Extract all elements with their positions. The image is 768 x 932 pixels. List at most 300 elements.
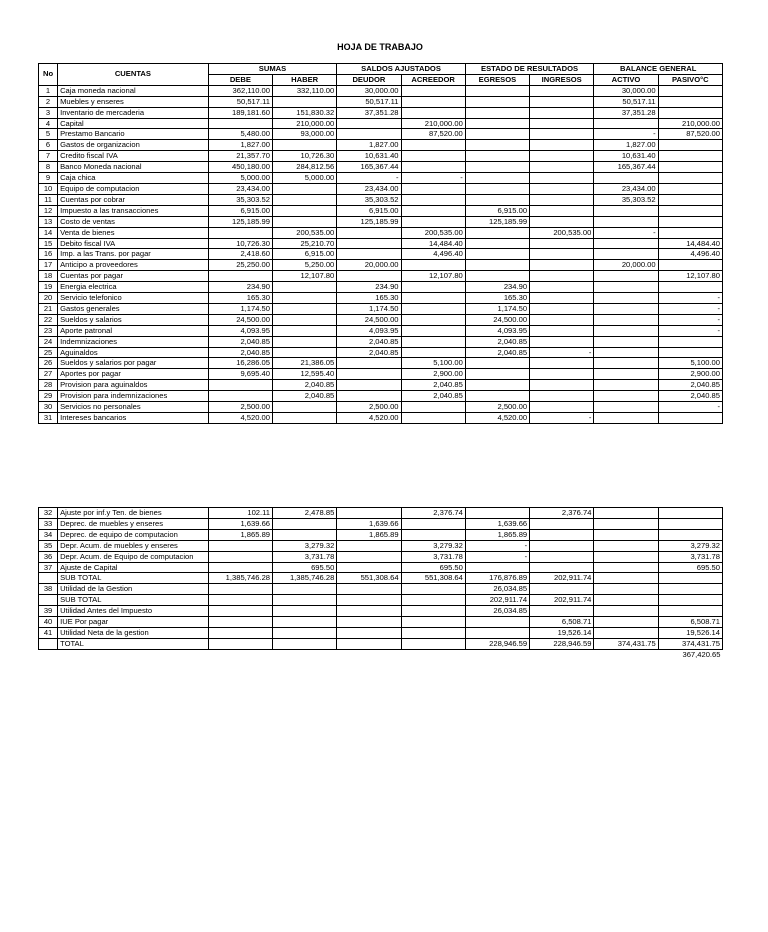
header-egresos: EGRESOS bbox=[465, 74, 529, 85]
amount-cell: 24,500.00 bbox=[337, 314, 401, 325]
amount-cell bbox=[658, 96, 722, 107]
header-cuentas: CUENTAS bbox=[58, 64, 209, 86]
amount-cell bbox=[401, 402, 465, 413]
amount-cell: 2,040.85 bbox=[208, 336, 272, 347]
table-row bbox=[39, 151, 723, 162]
header-debe: DEBE bbox=[208, 74, 272, 85]
account-number: 7 bbox=[39, 151, 58, 162]
amount-cell bbox=[465, 227, 529, 238]
amount-cell: 37,351.28 bbox=[594, 107, 658, 118]
amount-cell bbox=[658, 194, 722, 205]
account-number: 6 bbox=[39, 140, 58, 151]
amount-cell bbox=[401, 260, 465, 271]
amount-cell: 35,303.52 bbox=[594, 194, 658, 205]
amount-cell: 12,595.40 bbox=[273, 369, 337, 380]
account-name: Deprec. de equipo de computacion bbox=[58, 529, 209, 540]
amount-cell bbox=[658, 107, 722, 118]
amount-cell: 21,357.70 bbox=[208, 151, 272, 162]
amount-cell: 4,093.95 bbox=[208, 325, 272, 336]
amount-cell: 2,040.85 bbox=[465, 336, 529, 347]
amount-cell bbox=[658, 260, 722, 271]
amount-cell: 2,040.85 bbox=[337, 347, 401, 358]
amount-cell: 87,520.00 bbox=[401, 129, 465, 140]
amount-cell bbox=[337, 380, 401, 391]
amount-cell bbox=[273, 96, 337, 107]
amount-cell: 1,865.89 bbox=[208, 529, 272, 540]
table-row bbox=[39, 369, 723, 380]
table-row bbox=[39, 584, 723, 595]
table-row bbox=[39, 314, 723, 325]
amount-cell bbox=[594, 413, 658, 424]
amount-cell bbox=[594, 551, 658, 562]
amount-cell: - bbox=[465, 540, 529, 551]
amount-cell: 9,695.40 bbox=[208, 369, 272, 380]
table-row bbox=[39, 402, 723, 413]
amount-cell bbox=[337, 508, 401, 519]
account-name: Inventario de mercaderia bbox=[58, 107, 209, 118]
amount-cell bbox=[658, 151, 722, 162]
amount-cell: - bbox=[530, 413, 594, 424]
amount-cell bbox=[401, 617, 465, 628]
amount-cell: 200,535.00 bbox=[273, 227, 337, 238]
amount-cell bbox=[594, 508, 658, 519]
empty-cell bbox=[401, 649, 465, 659]
amount-cell: 2,040.85 bbox=[337, 336, 401, 347]
account-name: Muebles y enseres bbox=[58, 96, 209, 107]
amount-cell bbox=[530, 540, 594, 551]
amount-cell bbox=[401, 347, 465, 358]
amount-cell bbox=[658, 529, 722, 540]
amount-cell: 50,517.11 bbox=[337, 96, 401, 107]
account-name: Caja moneda nacional bbox=[58, 85, 209, 96]
account-number: 11 bbox=[39, 194, 58, 205]
amount-cell bbox=[337, 617, 401, 628]
amount-cell bbox=[337, 358, 401, 369]
amount-cell: 2,376.74 bbox=[530, 508, 594, 519]
amount-cell bbox=[273, 606, 337, 617]
amount-cell: 5,000.00 bbox=[273, 173, 337, 184]
table-row bbox=[39, 260, 723, 271]
account-name: Deprec. de muebles y enseres bbox=[58, 518, 209, 529]
amount-cell: 210,000.00 bbox=[273, 118, 337, 129]
account-name: Provision para aguinaldos bbox=[58, 380, 209, 391]
header-no: No bbox=[39, 64, 58, 86]
amount-cell bbox=[658, 413, 722, 424]
amount-cell: 50,517.11 bbox=[208, 96, 272, 107]
account-number: 4 bbox=[39, 118, 58, 129]
amount-cell: 35,303.52 bbox=[337, 194, 401, 205]
amount-cell: 450,180.00 bbox=[208, 162, 272, 173]
amount-cell bbox=[465, 238, 529, 249]
amount-cell: - bbox=[401, 173, 465, 184]
amount-cell: 1,174.50 bbox=[465, 303, 529, 314]
account-name: Cuentas por pagar bbox=[58, 271, 209, 282]
header-haber: HABER bbox=[273, 74, 337, 85]
amount-cell bbox=[401, 584, 465, 595]
amount-cell bbox=[594, 391, 658, 402]
amount-cell bbox=[530, 129, 594, 140]
header-row-groups bbox=[39, 64, 723, 75]
amount-cell bbox=[530, 518, 594, 529]
amount-cell: 4,093.95 bbox=[465, 325, 529, 336]
amount-cell bbox=[401, 96, 465, 107]
empty-cell bbox=[58, 649, 209, 659]
amount-cell: - bbox=[658, 303, 722, 314]
amount-cell bbox=[401, 205, 465, 216]
amount-cell: 2,478.85 bbox=[273, 508, 337, 519]
amount-cell bbox=[530, 551, 594, 562]
worksheet-table-bottom bbox=[38, 507, 723, 660]
amount-cell bbox=[337, 369, 401, 380]
amount-cell bbox=[594, 249, 658, 260]
amount-cell bbox=[658, 173, 722, 184]
amount-cell bbox=[465, 271, 529, 282]
amount-cell: 4,093.95 bbox=[337, 325, 401, 336]
amount-cell: 3,279.32 bbox=[273, 540, 337, 551]
account-number bbox=[39, 595, 58, 606]
amount-cell bbox=[594, 216, 658, 227]
account-number: 12 bbox=[39, 205, 58, 216]
account-number: 25 bbox=[39, 347, 58, 358]
header-pasivo: PASIVO°C bbox=[658, 74, 722, 85]
account-number: 24 bbox=[39, 336, 58, 347]
amount-cell: 14,484.40 bbox=[658, 238, 722, 249]
amount-cell: 87,520.00 bbox=[658, 129, 722, 140]
amount-cell bbox=[273, 336, 337, 347]
account-name: Cuentas por cobrar bbox=[58, 194, 209, 205]
table-row bbox=[39, 627, 723, 638]
amount-cell: 12,107.80 bbox=[658, 271, 722, 282]
amount-cell bbox=[530, 205, 594, 216]
amount-cell bbox=[465, 391, 529, 402]
amount-cell: 5,480.00 bbox=[208, 129, 272, 140]
amount-cell bbox=[465, 380, 529, 391]
amount-cell bbox=[401, 282, 465, 293]
account-number: 19 bbox=[39, 282, 58, 293]
amount-cell bbox=[594, 303, 658, 314]
amount-cell bbox=[337, 595, 401, 606]
amount-cell bbox=[594, 173, 658, 184]
amount-cell bbox=[658, 584, 722, 595]
amount-cell: 165.30 bbox=[465, 293, 529, 304]
amount-cell bbox=[530, 271, 594, 282]
table-row bbox=[39, 518, 723, 529]
account-name: Depr. Acum. de muebles y enseres bbox=[58, 540, 209, 551]
account-number bbox=[39, 573, 58, 584]
amount-cell: 189,181.60 bbox=[208, 107, 272, 118]
amount-cell: 695.50 bbox=[273, 562, 337, 573]
account-number: 29 bbox=[39, 391, 58, 402]
amount-cell: 5,100.00 bbox=[401, 358, 465, 369]
table-row bbox=[39, 118, 723, 129]
amount-cell bbox=[401, 140, 465, 151]
amount-cell: 3,731.78 bbox=[273, 551, 337, 562]
amount-cell bbox=[658, 518, 722, 529]
amount-cell bbox=[273, 205, 337, 216]
amount-cell bbox=[273, 584, 337, 595]
account-name: Utilidad Antes del Impuesto bbox=[58, 606, 209, 617]
amount-cell: 2,500.00 bbox=[208, 402, 272, 413]
amount-cell bbox=[530, 96, 594, 107]
amount-cell bbox=[337, 249, 401, 260]
table-row bbox=[39, 205, 723, 216]
account-name: Utilidad de la Gestion bbox=[58, 584, 209, 595]
empty-cell bbox=[208, 649, 272, 659]
amount-cell bbox=[401, 325, 465, 336]
amount-cell bbox=[401, 518, 465, 529]
amount-cell bbox=[465, 562, 529, 573]
amount-cell bbox=[594, 584, 658, 595]
amount-cell: - bbox=[465, 551, 529, 562]
amount-cell bbox=[465, 183, 529, 194]
amount-cell bbox=[208, 391, 272, 402]
amount-cell bbox=[337, 638, 401, 649]
amount-cell: 332,110.00 bbox=[273, 85, 337, 96]
table-row bbox=[39, 238, 723, 249]
amount-cell bbox=[530, 293, 594, 304]
amount-cell: 1,865.89 bbox=[465, 529, 529, 540]
account-name: Gastos de organizacion bbox=[58, 140, 209, 151]
account-name: Provision para indemnizaciones bbox=[58, 391, 209, 402]
amount-cell: 4,496.40 bbox=[401, 249, 465, 260]
amount-cell: 374,431.75 bbox=[594, 638, 658, 649]
amount-cell bbox=[594, 271, 658, 282]
table-row bbox=[39, 183, 723, 194]
amount-cell bbox=[273, 529, 337, 540]
amount-cell bbox=[401, 194, 465, 205]
amount-cell: 6,508.71 bbox=[530, 617, 594, 628]
worksheet-table-top bbox=[38, 63, 723, 424]
amount-cell bbox=[208, 551, 272, 562]
account-number: 37 bbox=[39, 562, 58, 573]
amount-cell bbox=[530, 303, 594, 314]
table-row bbox=[39, 293, 723, 304]
amount-cell bbox=[530, 162, 594, 173]
amount-cell bbox=[594, 238, 658, 249]
amount-cell bbox=[337, 540, 401, 551]
amount-cell: 24,500.00 bbox=[208, 314, 272, 325]
account-number: 21 bbox=[39, 303, 58, 314]
amount-cell: 551,308.64 bbox=[401, 573, 465, 584]
amount-cell: 234.90 bbox=[337, 282, 401, 293]
amount-cell bbox=[465, 162, 529, 173]
amount-cell: 19,526.14 bbox=[530, 627, 594, 638]
amount-cell bbox=[530, 402, 594, 413]
amount-cell bbox=[465, 151, 529, 162]
amount-cell bbox=[208, 380, 272, 391]
amount-cell bbox=[273, 314, 337, 325]
table-row bbox=[39, 162, 723, 173]
account-number: 13 bbox=[39, 216, 58, 227]
amount-cell bbox=[401, 303, 465, 314]
amount-cell: 6,915.00 bbox=[337, 205, 401, 216]
empty-cell bbox=[594, 649, 658, 659]
account-name: Depr. Acum. de Equipo de computacion bbox=[58, 551, 209, 562]
amount-cell: 165,367.44 bbox=[594, 162, 658, 173]
amount-cell bbox=[530, 369, 594, 380]
amount-cell bbox=[594, 573, 658, 584]
amount-cell bbox=[401, 162, 465, 173]
amount-cell: 23,434.00 bbox=[337, 183, 401, 194]
amount-cell bbox=[594, 617, 658, 628]
amount-cell bbox=[658, 347, 722, 358]
amount-cell: 200,535.00 bbox=[401, 227, 465, 238]
extra-total-value: 367,420.65 bbox=[682, 649, 721, 659]
table-row bbox=[39, 562, 723, 573]
amount-cell: 35,303.52 bbox=[208, 194, 272, 205]
amount-cell: 37,351.28 bbox=[337, 107, 401, 118]
amount-cell: 2,040.85 bbox=[401, 380, 465, 391]
amount-cell bbox=[594, 529, 658, 540]
account-number: 35 bbox=[39, 540, 58, 551]
amount-cell bbox=[594, 205, 658, 216]
amount-cell: 234.90 bbox=[208, 282, 272, 293]
amount-cell bbox=[658, 140, 722, 151]
amount-cell bbox=[530, 529, 594, 540]
amount-cell: 1,639.66 bbox=[465, 518, 529, 529]
account-name: Servicio telefonico bbox=[58, 293, 209, 304]
amount-cell: 165.30 bbox=[208, 293, 272, 304]
account-name: Equipo de computacion bbox=[58, 183, 209, 194]
amount-cell: 12,107.80 bbox=[273, 271, 337, 282]
amount-cell: 24,500.00 bbox=[465, 314, 529, 325]
amount-cell: - bbox=[337, 173, 401, 184]
amount-cell bbox=[208, 271, 272, 282]
amount-cell bbox=[401, 336, 465, 347]
account-number: 38 bbox=[39, 584, 58, 595]
account-name: Energia electrica bbox=[58, 282, 209, 293]
amount-cell bbox=[530, 107, 594, 118]
amount-cell bbox=[465, 194, 529, 205]
header-ingresos: INGRESOS bbox=[530, 74, 594, 85]
amount-cell bbox=[208, 606, 272, 617]
account-number bbox=[39, 638, 58, 649]
amount-cell bbox=[465, 107, 529, 118]
amount-cell bbox=[208, 595, 272, 606]
account-name: Aguinaldos bbox=[58, 347, 209, 358]
amount-cell bbox=[658, 282, 722, 293]
amount-cell bbox=[594, 402, 658, 413]
account-number: 31 bbox=[39, 413, 58, 424]
amount-cell: 1,385,746.28 bbox=[273, 573, 337, 584]
account-name: Costo de ventas bbox=[58, 216, 209, 227]
amount-cell bbox=[208, 562, 272, 573]
amount-cell: 125,185.99 bbox=[465, 216, 529, 227]
account-number: 2 bbox=[39, 96, 58, 107]
amount-cell bbox=[594, 325, 658, 336]
header-deudor: DEUDOR bbox=[337, 74, 401, 85]
table-row bbox=[39, 529, 723, 540]
amount-cell: 26,034.85 bbox=[465, 584, 529, 595]
amount-cell: 551,308.64 bbox=[337, 573, 401, 584]
amount-cell: 1,827.00 bbox=[594, 140, 658, 151]
account-number: 15 bbox=[39, 238, 58, 249]
amount-cell: 30,000.00 bbox=[337, 85, 401, 96]
account-name: Debito fiscal IVA bbox=[58, 238, 209, 249]
amount-cell bbox=[273, 216, 337, 227]
table-row bbox=[39, 194, 723, 205]
amount-cell bbox=[594, 540, 658, 551]
amount-cell: 25,250.00 bbox=[208, 260, 272, 271]
amount-cell: 228,946.59 bbox=[465, 638, 529, 649]
amount-cell: - bbox=[658, 293, 722, 304]
amount-cell bbox=[337, 129, 401, 140]
amount-cell: 2,040.85 bbox=[273, 391, 337, 402]
table-row bbox=[39, 271, 723, 282]
amount-cell bbox=[208, 638, 272, 649]
amount-cell bbox=[208, 540, 272, 551]
amount-cell: 2,900.00 bbox=[658, 369, 722, 380]
table-row bbox=[39, 595, 723, 606]
amount-cell bbox=[594, 595, 658, 606]
amount-cell: 176,876.89 bbox=[465, 573, 529, 584]
header-saldos-ajustados: SALDOS AJUSTADOS bbox=[337, 64, 466, 75]
amount-cell bbox=[530, 606, 594, 617]
amount-cell: 151,830.32 bbox=[273, 107, 337, 118]
amount-cell: - bbox=[658, 314, 722, 325]
amount-cell bbox=[465, 85, 529, 96]
amount-cell bbox=[401, 183, 465, 194]
amount-cell bbox=[208, 227, 272, 238]
amount-cell: 210,000.00 bbox=[401, 118, 465, 129]
account-number: 20 bbox=[39, 293, 58, 304]
amount-cell: 4,520.00 bbox=[208, 413, 272, 424]
amount-cell bbox=[401, 107, 465, 118]
amount-cell bbox=[208, 118, 272, 129]
amount-cell bbox=[337, 391, 401, 402]
table-row bbox=[39, 129, 723, 140]
amount-cell bbox=[594, 606, 658, 617]
amount-cell bbox=[530, 173, 594, 184]
amount-cell: 5,000.00 bbox=[208, 173, 272, 184]
amount-cell bbox=[273, 303, 337, 314]
amount-cell: 2,040.85 bbox=[401, 391, 465, 402]
amount-cell bbox=[465, 617, 529, 628]
amount-cell bbox=[658, 183, 722, 194]
amount-cell bbox=[658, 205, 722, 216]
amount-cell: 3,731.78 bbox=[658, 551, 722, 562]
account-name: Venta de bienes bbox=[58, 227, 209, 238]
account-number: 36 bbox=[39, 551, 58, 562]
amount-cell bbox=[465, 249, 529, 260]
amount-cell bbox=[465, 508, 529, 519]
amount-cell: 2,418.60 bbox=[208, 249, 272, 260]
amount-cell bbox=[594, 282, 658, 293]
amount-cell: 202,911.74 bbox=[530, 573, 594, 584]
amount-cell bbox=[658, 508, 722, 519]
amount-cell bbox=[530, 216, 594, 227]
table-row bbox=[39, 413, 723, 424]
amount-cell: 2,040.85 bbox=[208, 347, 272, 358]
account-name: Sueldos y salarios por pagar bbox=[58, 358, 209, 369]
amount-cell bbox=[465, 358, 529, 369]
amount-cell: 14,484.40 bbox=[401, 238, 465, 249]
amount-cell: 1,639.66 bbox=[337, 518, 401, 529]
amount-cell: 125,185.99 bbox=[208, 216, 272, 227]
table-row bbox=[39, 85, 723, 96]
amount-cell bbox=[465, 369, 529, 380]
account-name: Aporte patronal bbox=[58, 325, 209, 336]
amount-cell bbox=[530, 391, 594, 402]
amount-cell bbox=[594, 562, 658, 573]
amount-cell bbox=[337, 238, 401, 249]
amount-cell bbox=[465, 140, 529, 151]
amount-cell bbox=[401, 413, 465, 424]
account-number: 22 bbox=[39, 314, 58, 325]
amount-cell bbox=[337, 562, 401, 573]
amount-cell bbox=[594, 380, 658, 391]
account-number: 8 bbox=[39, 162, 58, 173]
